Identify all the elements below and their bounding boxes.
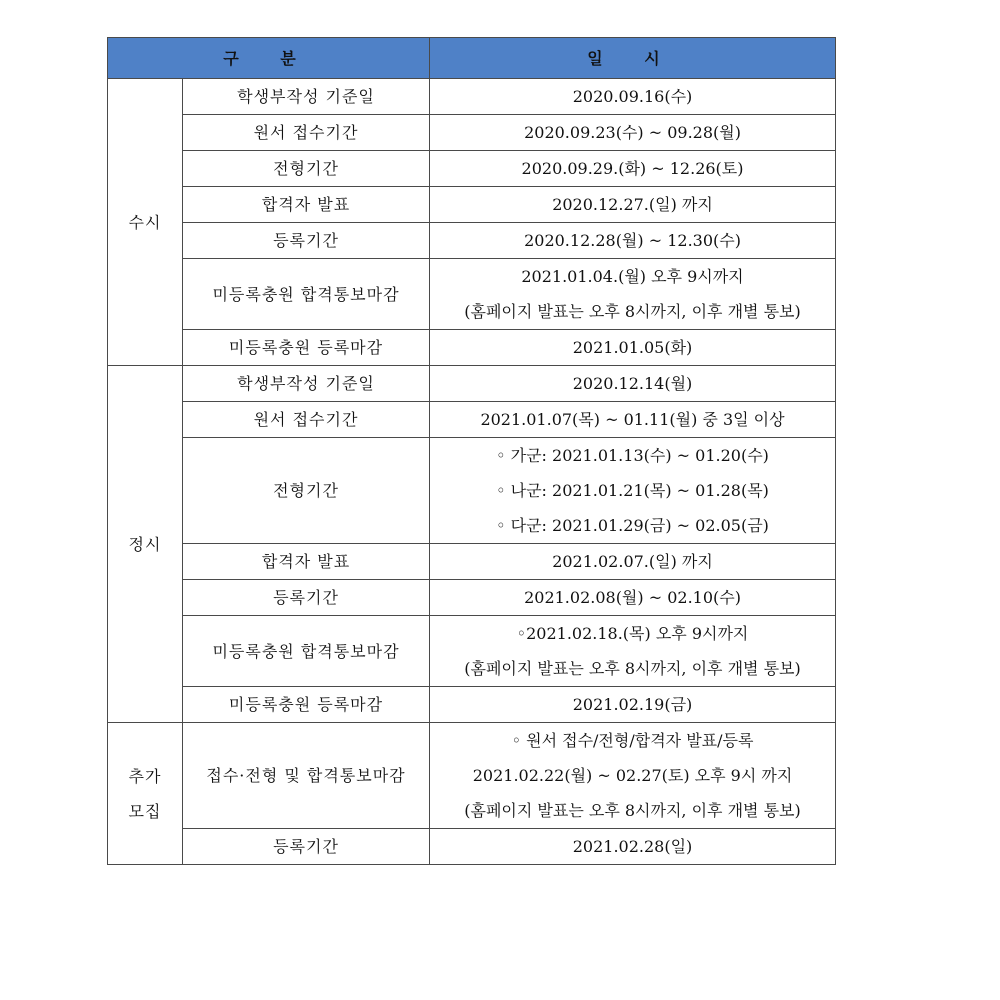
header-category: 구 분 xyxy=(108,38,430,79)
date-cell xyxy=(430,687,836,723)
table-row xyxy=(108,580,836,616)
table-row xyxy=(108,151,836,187)
table-row xyxy=(108,723,836,829)
date-cell xyxy=(430,330,836,366)
date-line: ◦ 나군: 2021.01.21(목) ~ 01.28(목) xyxy=(496,481,769,500)
date-line: (홈페이지 발표는 오후 8시까지, 이후 개별 통보) xyxy=(464,659,801,678)
date-cell xyxy=(430,187,836,223)
admission-schedule-table xyxy=(107,37,836,865)
date-line: 2021.01.04.(월) 오후 9시까지 xyxy=(521,267,744,286)
date-cell xyxy=(430,259,836,330)
header-row xyxy=(108,38,836,79)
item-label: 합격자 발표 xyxy=(183,544,430,580)
date-cell xyxy=(430,402,836,438)
item-label: 전형기간 xyxy=(183,438,430,544)
category-susi: 수시 xyxy=(108,79,183,366)
item-label: 전형기간 xyxy=(183,151,430,187)
item-label: 등록기간 xyxy=(183,580,430,616)
date-line: (홈페이지 발표는 오후 8시까지, 이후 개별 통보) xyxy=(464,801,801,820)
category-chuga xyxy=(108,723,183,865)
table-row xyxy=(108,259,836,330)
date-line: ◦ 다군: 2021.01.29(금) ~ 02.05(금) xyxy=(496,516,769,535)
table-row xyxy=(108,687,836,723)
date-cell xyxy=(430,544,836,580)
date-line: 2020.09.16(수) xyxy=(572,87,693,106)
item-label: 미등록충원 합격통보마감 xyxy=(183,259,430,330)
date-line: 2021.01.05(화) xyxy=(572,338,693,357)
date-cell xyxy=(430,723,836,829)
item-label: 미등록충원 등록마감 xyxy=(183,687,430,723)
date-cell xyxy=(430,366,836,402)
date-line: 2020.12.28(월) ~ 12.30(수) xyxy=(524,231,741,250)
table-row xyxy=(108,544,836,580)
date-cell xyxy=(430,223,836,259)
date-line: 2021.02.19(금) xyxy=(572,695,693,714)
table-row xyxy=(108,79,836,115)
item-label: 학생부작성 기준일 xyxy=(183,366,430,402)
table-row xyxy=(108,223,836,259)
table-row xyxy=(108,366,836,402)
date-line: 2020.12.14(월) xyxy=(572,374,693,393)
item-label: 원서 접수기간 xyxy=(183,115,430,151)
date-line: ◦2021.02.18.(목) 오후 9시까지 xyxy=(516,624,749,643)
date-line: ◦ 가군: 2021.01.13(수) ~ 01.20(수) xyxy=(496,446,769,465)
date-line: 2021.01.07(목) ~ 01.11(월) 중 3일 이상 xyxy=(480,410,785,429)
date-cell xyxy=(430,115,836,151)
category-chuga-line2: 모집 xyxy=(128,801,162,821)
table-row xyxy=(108,616,836,687)
item-label: 미등록충원 합격통보마감 xyxy=(183,616,430,687)
table-row xyxy=(108,187,836,223)
category-chuga-line1: 추가 xyxy=(128,766,162,786)
date-cell xyxy=(430,580,836,616)
table-row xyxy=(108,438,836,544)
date-cell xyxy=(430,829,836,865)
date-line: 2021.02.08(월) ~ 02.10(수) xyxy=(524,588,741,607)
category-jeongsi: 정시 xyxy=(108,366,183,723)
table-row xyxy=(108,115,836,151)
date-line: 2021.02.22(월) ~ 02.27(토) 오후 9시 까지 xyxy=(472,766,793,785)
item-label: 등록기간 xyxy=(183,829,430,865)
item-label: 미등록충원 등록마감 xyxy=(183,330,430,366)
header-datetime: 일 시 xyxy=(430,38,836,79)
date-line: 2021.02.28(일) xyxy=(572,837,693,856)
item-label: 합격자 발표 xyxy=(183,187,430,223)
table-row xyxy=(108,330,836,366)
item-label: 접수·전형 및 합격통보마감 xyxy=(183,723,430,829)
date-line: 2020.09.29.(화) ~ 12.26(토) xyxy=(521,159,744,178)
date-line: 2020.12.27.(일) 까지 xyxy=(552,195,713,214)
date-line: (홈페이지 발표는 오후 8시까지, 이후 개별 통보) xyxy=(464,302,801,321)
date-cell xyxy=(430,616,836,687)
item-label: 학생부작성 기준일 xyxy=(183,79,430,115)
date-line: 2020.09.23(수) ~ 09.28(월) xyxy=(524,123,741,142)
table-row xyxy=(108,829,836,865)
item-label: 등록기간 xyxy=(183,223,430,259)
date-cell xyxy=(430,79,836,115)
item-label: 원서 접수기간 xyxy=(183,402,430,438)
date-cell xyxy=(430,438,836,544)
date-cell xyxy=(430,151,836,187)
table-row xyxy=(108,402,836,438)
date-line: ◦ 원서 접수/전형/합격자 발표/등록 xyxy=(511,731,754,750)
date-line: 2021.02.07.(일) 까지 xyxy=(552,552,713,571)
